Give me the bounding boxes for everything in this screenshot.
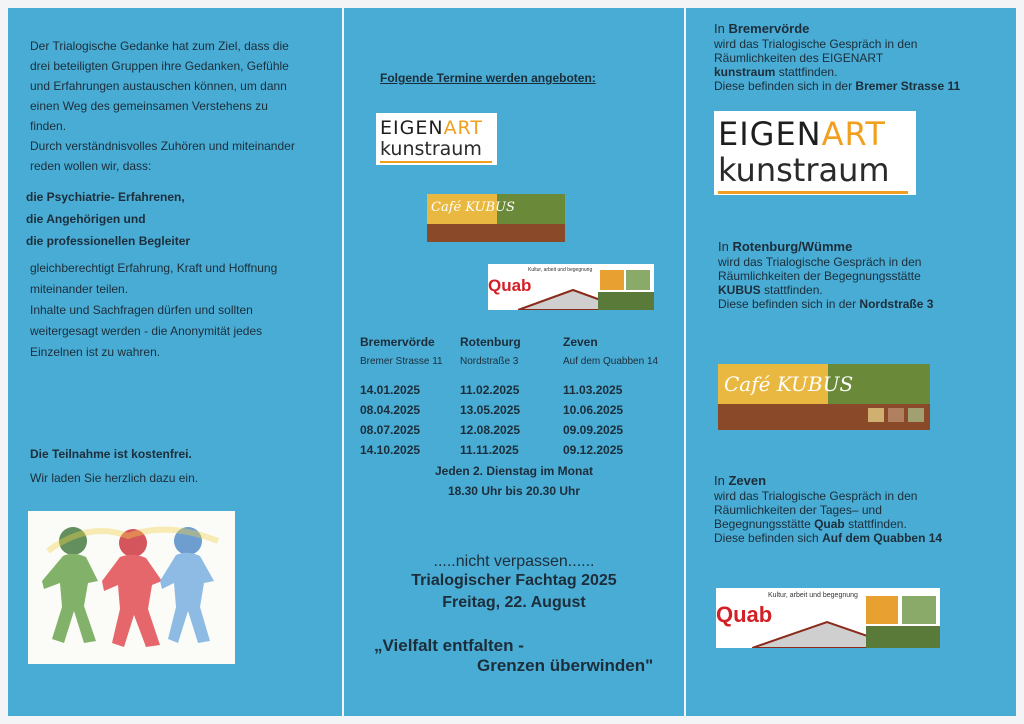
fachtag-date: Freitag, 22. August xyxy=(442,594,586,611)
fachtag-title: Trialogischer Fachtag 2025 xyxy=(411,572,617,589)
free-title: Die Teilnahme ist kostenfrei. xyxy=(30,447,192,461)
dates-heading: Folgende Termine werden angeboten: xyxy=(380,71,596,85)
eigenart-logo-small: EIGENART kunstraum xyxy=(376,113,497,165)
quab-logo-large: Quab Kultur, arbeit und begegnung xyxy=(716,588,940,648)
cafe-kubus-photo-small: Café KUBUS xyxy=(427,194,565,242)
group-list: die Psychiatrie- Erfahrenen, die Angehörigen und die professionellen Begleiter xyxy=(26,190,191,248)
left-panel xyxy=(8,8,342,716)
intro-text: Der Trialogische Gedanke hat zum Ziel, dass die drei beteiligten Gruppen ihre Gedanken, Gefühle und Erfahrungen austauschen können, um dann einen Weg des gemeinsamen Verstehens zu finden. Durch verständnisvolles Zuhören und miteinander reden wollen wir, dass: xyxy=(30,39,295,173)
quab-logo-small: Quab Kultur, arbeit und begegnung xyxy=(488,264,654,310)
column-zeven: Zeven Auf dem Quabben 14 11.03.2025 10.06.2025 09.09.2025 09.12.2025 xyxy=(563,335,659,457)
watercolor-figures-image xyxy=(28,511,235,664)
rotenburg-info: In Rotenburg/Wümme wird das Trialogische Gespräch in den Räumlichkeiten der Begegnungsstätte KUBUS stattfinden. Diese befinden sich in der Nordstraße 3 xyxy=(718,239,934,311)
right-panel xyxy=(686,8,1016,716)
dont-miss-text: .....nicht verpassen...... xyxy=(433,553,595,570)
column-rotenburg: Rotenburg Nordstraße 3 11.02.2025 13.05.2025 12.08.2025 11.11.2025 xyxy=(460,335,521,457)
invite-text: Wir laden Sie herzlich dazu ein. xyxy=(30,471,199,485)
zeven-info: In Zeven wird das Trialogische Gespräch in den Räumlichkeiten der Tages– und Begegnungsstätte Quab stattfinden. Diese befinden sich Auf dem Quabben 14 xyxy=(714,473,943,545)
dates-table xyxy=(360,332,680,462)
time-text: 18.30 Uhr bis 20.30 Uhr xyxy=(447,484,581,498)
eigenart-logo-large: EIGENART kunstraum xyxy=(714,111,916,195)
motto-line-1: „Vielfalt entfalten - xyxy=(374,636,524,655)
motto-line-2: Grenzen überwinden" xyxy=(477,656,654,675)
cafe-kubus-photo-large: Café KUBUS xyxy=(718,364,930,430)
after-text: gleichberechtigt Erfahrung, Kraft und Hoffnung miteinander teilen. Inhalte und Sachfragen dürfen und sollten weitergesagt werden - die Anonymität jedes Einzelnen ist zu wahren. xyxy=(30,261,278,359)
schedule-text: Jeden 2. Dienstag im Monat xyxy=(434,464,594,478)
bremervoerde-info: In Bremervörde wird das Trialogische Gespräch in den Räumlichkeiten des EIGENART kunstraum stattfinden. Diese befinden sich in der Bremer Strasse 11 xyxy=(714,21,961,93)
column-bremervoerde: Bremervörde Bremer Strasse 11 14.01.2025 08.04.2025 08.07.2025 14.10.2025 xyxy=(360,335,443,457)
middle-panel xyxy=(344,8,684,716)
